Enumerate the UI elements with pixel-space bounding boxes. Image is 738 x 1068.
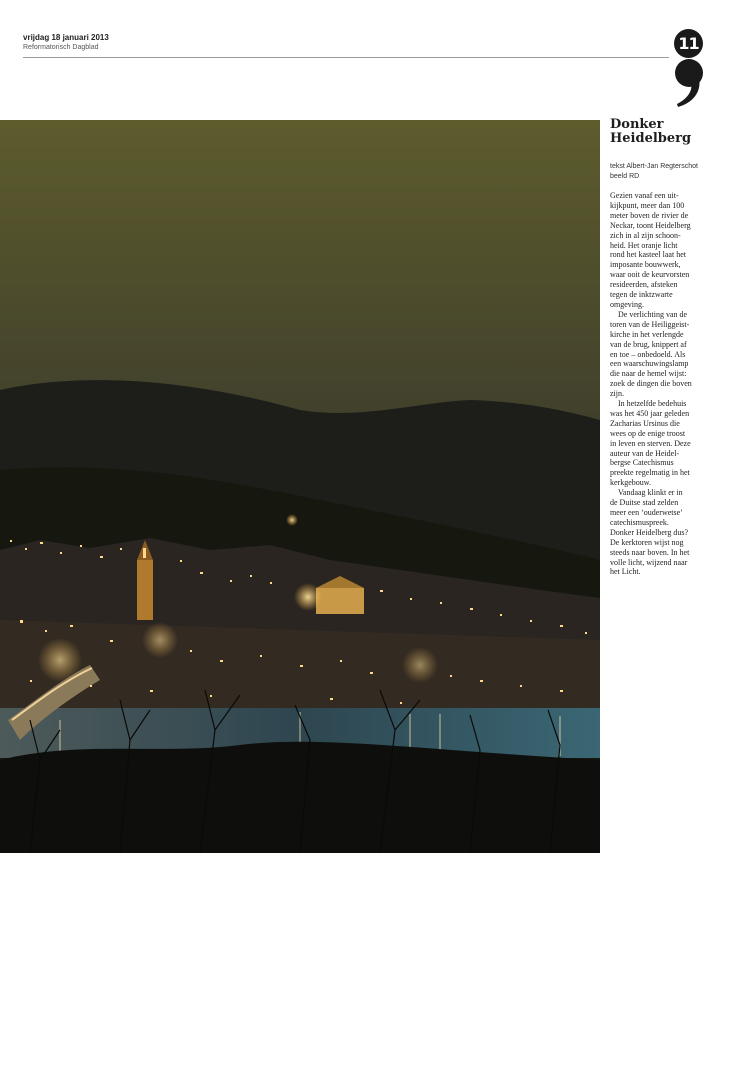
body-line: Neckar, toont Heidelberg <box>610 220 691 230</box>
body-line: tegen de inktzwarte <box>610 290 673 300</box>
body-line: een waarschuwingslamp <box>610 359 689 369</box>
body-line: auteur van de Heidel- <box>610 448 680 458</box>
body-line: De verlichting van de <box>610 309 688 319</box>
body-line: zijn. <box>610 389 624 399</box>
title-line-2: Heidelberg <box>610 131 692 146</box>
page-mark <box>672 29 706 111</box>
body-line: preekte regelmatig in het <box>610 468 690 478</box>
body-line: omgeving. <box>610 299 644 309</box>
body-line: imposante bouwwerk, <box>610 260 681 270</box>
comma-icon <box>672 59 706 109</box>
body-line: steeds naar boven. In het <box>610 547 690 557</box>
body-line: In hetzelfde bedehuis <box>610 399 687 409</box>
article-title <box>610 118 730 146</box>
body-line: toren van de Heiliggeist- <box>610 319 690 329</box>
body-line: catechismuspreek. <box>610 517 669 527</box>
body-line: in leven en sterven. Deze <box>610 438 691 448</box>
body-line: rond het kasteel laat het <box>610 250 686 260</box>
body-line: resideerden, afsteken <box>610 280 678 290</box>
photo-scene <box>0 120 600 853</box>
heidelberg-night-photo <box>0 120 600 853</box>
body-line: waar ooit de keurvorsten <box>610 270 690 280</box>
body-line: zich in al zijn schoon- <box>610 230 681 240</box>
body-line: heid. Het oranje licht <box>610 240 678 250</box>
page-number-badge: 11 <box>674 29 703 58</box>
body-line: meer een ‘ouderwetse’ <box>610 508 683 517</box>
credit-image: beeld RD <box>610 173 640 180</box>
body-line: die naar de hemel wijst: <box>610 369 687 379</box>
body-line: het Licht. <box>610 567 641 577</box>
body-line: Gezien vanaf een uit- <box>610 191 679 200</box>
header-rule <box>23 57 669 58</box>
credit-text: tekst Albert-Jan Regterschot <box>610 163 698 170</box>
body-line: was het 450 jaar geleden <box>610 408 690 418</box>
body-line: kirche in het verlengde <box>610 329 684 339</box>
body-line: De kerktoren wijst nog <box>610 537 684 547</box>
body-line: de Duitse stad zelden <box>610 498 679 508</box>
body-line: en toe – onbedoeld. Als <box>610 349 686 359</box>
body-line: zoek de dingen die boven <box>610 379 692 389</box>
body-line: bergse Catechismus <box>610 458 674 468</box>
body-line: Vandaag klinkt er in <box>610 488 683 498</box>
article-body <box>610 191 706 577</box>
title-line-1: Donker <box>610 117 664 132</box>
header-date: vrijdag 18 januari 2013 <box>23 33 109 42</box>
body-line: wees op de enige troost <box>610 428 686 438</box>
body-line: volle licht, wijzend naar <box>610 557 688 567</box>
body-line: Zacharias Ursinus die <box>610 418 680 428</box>
article-credits <box>610 162 698 182</box>
body-line: Donker Heidelberg dus? <box>610 527 689 537</box>
header-paper-name: Reformatorisch Dagblad <box>23 44 99 51</box>
body-line: meter boven de rivier de <box>610 210 689 220</box>
body-line: kerkgebouw. <box>610 478 652 488</box>
body-line: van de brug, knippert af <box>610 339 687 349</box>
body-line: kijkpunt, meer dan 100 <box>610 200 685 210</box>
